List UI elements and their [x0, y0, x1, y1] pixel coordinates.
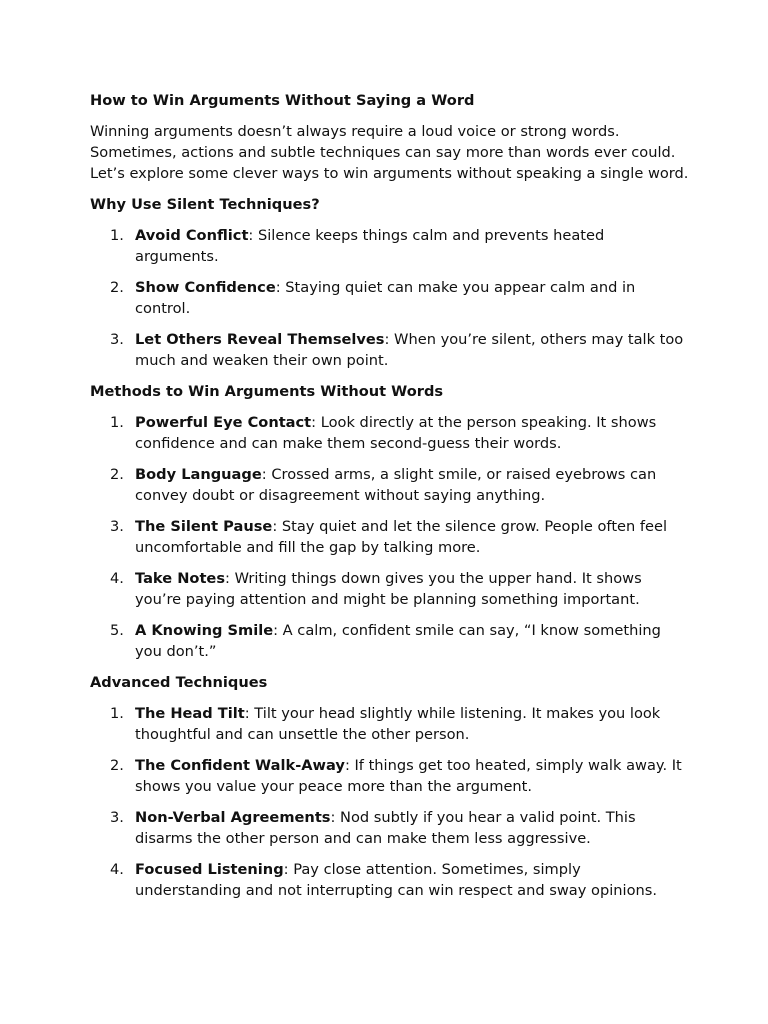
list-text: : When you’re silent, others may talk too much and weaken their own point. [135, 331, 684, 369]
list-number: 1. [110, 705, 124, 722]
list-why [90, 225, 690, 371]
list-term: The Confident Walk-Away [135, 757, 345, 774]
list-item [90, 755, 690, 797]
list-item [90, 516, 690, 558]
list-item [90, 807, 690, 849]
list-methods [90, 412, 690, 662]
list-text: : Tilt your head slightly while listening. It makes you look thoughtful and can unsettle the other person. [135, 705, 661, 743]
list-text: : Silence keeps things calm and prevents heated arguments. [135, 227, 605, 265]
list-text: : Nod subtly if you hear a valid point. This disarms the other person and can make them less aggressive. [135, 809, 636, 847]
document-page [90, 90, 690, 911]
list-text: : Pay close attention. Sometimes, simply understanding and not interrupting can win respect and sway opinions. [135, 861, 657, 899]
list-number: 3. [110, 809, 124, 826]
list-number: 2. [110, 466, 124, 483]
list-term: The Head Tilt [135, 705, 245, 722]
list-text: : Writing things down gives you the upper hand. It shows you’re paying attention and might be planning something important. [135, 570, 642, 608]
list-term: A Knowing Smile [135, 622, 274, 639]
list-number: 1. [110, 414, 124, 431]
list-text: : Stay quiet and let the silence grow. People often feel uncomfortable and fill the gap by talking more. [135, 518, 668, 556]
document-title: How to Win Arguments Without Saying a Word [90, 92, 475, 109]
list-text: : Look directly at the person speaking. It shows confidence and can make them second-guess their words. [135, 414, 657, 452]
list-item [90, 620, 690, 662]
section-heading-methods: Methods to Win Arguments Without Words [90, 383, 444, 400]
list-item [90, 464, 690, 506]
list-number: 2. [110, 757, 124, 774]
list-item [90, 568, 690, 610]
list-term: Let Others Reveal Themselves [135, 331, 385, 348]
list-text: : A calm, confident smile can say, “I know something you don’t.” [135, 622, 661, 660]
list-item [90, 225, 690, 267]
list-number: 3. [110, 518, 124, 535]
list-item [90, 329, 690, 371]
list-item [90, 412, 690, 454]
list-number: 3. [110, 331, 124, 348]
list-number: 4. [110, 861, 124, 878]
list-number: 5. [110, 622, 124, 639]
list-advanced [90, 703, 690, 901]
intro-paragraph: Winning arguments doesn’t always require a loud voice or strong words. Sometimes, actions and subtle techniques can say more than words ever could. Let’s explore some clever ways to win arguments without speaking a single word. [90, 123, 689, 182]
list-text: : Staying quiet can make you appear calm and in control. [135, 279, 636, 317]
list-item [90, 859, 690, 901]
list-term: The Silent Pause [135, 518, 273, 535]
list-item [90, 277, 690, 319]
section-heading-advanced: Advanced Techniques [90, 674, 268, 691]
section-heading-why: Why Use Silent Techniques? [90, 196, 320, 213]
list-term: Body Language [135, 466, 262, 483]
list-term: Powerful Eye Contact [135, 414, 312, 431]
list-term: Take Notes [135, 570, 226, 587]
list-term: Avoid Conflict [135, 227, 249, 244]
list-item [90, 703, 690, 745]
list-number: 2. [110, 279, 124, 296]
list-number: 4. [110, 570, 124, 587]
list-text: : Crossed arms, a slight smile, or raised eyebrows can convey doubt or disagreement without saying anything. [135, 466, 657, 504]
list-term: Focused Listening [135, 861, 284, 878]
list-term: Show Confidence [135, 279, 276, 296]
list-number: 1. [110, 227, 124, 244]
list-term: Non-Verbal Agreements [135, 809, 331, 826]
list-text: : If things get too heated, simply walk away. It shows you value your peace more than the argument. [135, 757, 682, 795]
